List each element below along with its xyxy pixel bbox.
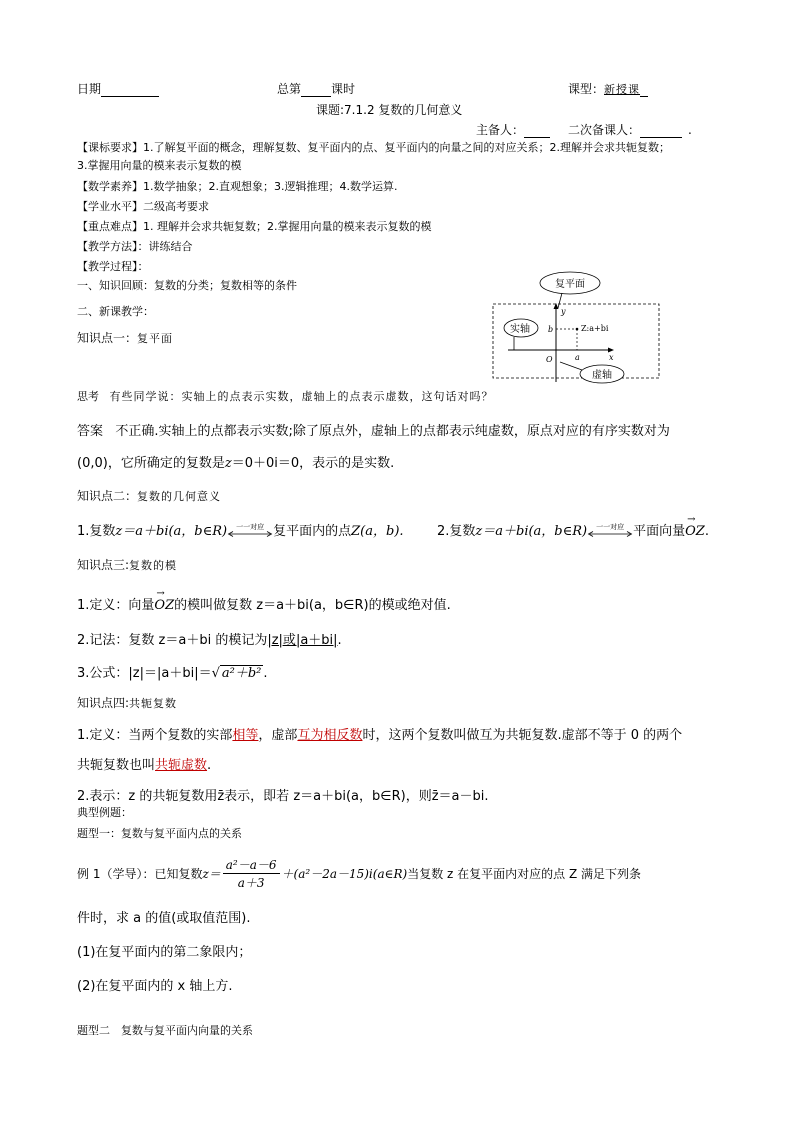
page-title: 课题:7.1.2 复数的几何意义 — [316, 103, 463, 117]
total-period-field — [277, 80, 355, 97]
kp4-definition-line2: 共轭复数也叫共轭虚数. — [77, 758, 212, 773]
kp3-notation: 2.记法：复数 z＝a＋bi 的模记为|z|或|a＋bi|. — [77, 633, 342, 648]
vector-oz: → OZ — [685, 524, 705, 539]
lesson-type-value: 新授课 — [604, 83, 641, 96]
real-axis-label: 实轴 — [510, 324, 530, 335]
date-blank — [101, 84, 159, 97]
fraction: a²－a－6 a＋3 — [223, 856, 280, 891]
kp2-heading: 知识点二：复数的几何意义 — [77, 489, 222, 503]
vector-oz-2: → OZ — [154, 598, 174, 613]
think-label: 思考 — [77, 390, 99, 403]
period-label: 课时 — [331, 82, 356, 96]
examples-label: 典型例题： — [77, 806, 132, 819]
kp3-definition: 1.定义：向量→ OZ的模叫做复数 z＝a＋bi(a，b∈R)的模或绝对值. — [77, 594, 451, 613]
example1-q2: (2)在复平面内的 x 轴上方. — [77, 979, 233, 994]
requirements: 【课标要求】1.了解复平面的概念，理解复数、复平面内的点、复平面内的向量之间的对应关系；2.理解并会求共轭复数； — [77, 141, 670, 154]
example1-line1: 例 1（学导）：已知复数 z＝ a²－a－6 a＋3 ＋(a²－2a－15)i(a∈R) 当复数 z 在复平面内对应的点 Z 满足下列条 — [77, 858, 641, 890]
point-z — [576, 328, 579, 331]
date-label: 日期 — [77, 82, 102, 96]
method: 【教学方法】：讲练结合 — [77, 240, 193, 253]
kp3-heading: 知识点三:复数的模 — [77, 558, 178, 572]
kp3-formula: 3.公式：|z|＝|a＋bi|＝√ a²＋b² . — [77, 666, 268, 681]
date-field — [77, 80, 159, 97]
second-preparer-label: 二次备课人： — [568, 123, 641, 137]
level: 【学业水平】二级高考要求 — [77, 200, 209, 213]
a-label: a — [575, 353, 580, 362]
b-label: b — [548, 325, 554, 334]
kp2-item2: 2.复数z＝a＋bi(a，b∈R) 一一对应 平面向量→ OZ. — [437, 520, 709, 539]
main-preparer-label: 主备人： — [476, 123, 525, 137]
example1-line2: 件时，求 a 的值(或取值范围). — [77, 911, 251, 926]
one-to-one-arrow-2: 一一对应 — [587, 525, 633, 539]
kp4-heading: 知识点四:共轭复数 — [77, 696, 178, 710]
think-text: 有些同学说：实轴上的点表示实数，虚轴上的点表示虚数，这句话对吗？ — [109, 390, 494, 403]
answer-line1: 答案 不正确.实轴上的点都表示实数;除了原点外，虚轴上的点都表示纯虚数，原点对应的有序实数对为 — [77, 424, 670, 439]
lesson-type-field — [568, 80, 648, 97]
literacy: 【数学素养】1.数学抽象；2.直观想象；3.逻辑推理；4.数学运算. — [77, 180, 398, 193]
type1-heading: 题型一：复数与复平面内点的关系 — [77, 827, 242, 840]
kp4-representation: 2.表示：z 的共轭复数用z̄表示，即若 z＝a＋bi(a，b∈R)，则z̄＝a－bi. — [77, 789, 489, 804]
process: 【教学过程】： — [77, 260, 149, 273]
key-points: 【重点难点】1. 理解并会求共轭复数；2.掌握用向量的模来表示复数的模 — [77, 220, 432, 233]
preparers: 主备人： 二次备课人： . — [476, 123, 692, 137]
origin-label: O — [546, 355, 553, 364]
answer-label: 答案 — [77, 424, 104, 439]
kp1-heading: 知识点一：复平面 — [77, 331, 174, 345]
kp4-definition-line1: 1.定义：当两个复数的实部相等，虚部互为相反数时，这两个复数叫做互为共轭复数.虚部不等于 0 的两个 — [77, 728, 683, 743]
type2-heading: 题型二 复数与复平面内向量的关系 — [77, 1024, 253, 1037]
y-label: y — [561, 307, 566, 316]
think — [77, 388, 494, 404]
complex-plane-diagram — [490, 270, 665, 385]
new-lesson: 二、新课教学： — [77, 305, 154, 318]
complex-plane-label: 复平面 — [555, 279, 585, 290]
diagram-frame — [493, 304, 659, 378]
sqrt-sign: √ — [211, 666, 220, 681]
point-label: Z:a+bi — [581, 324, 609, 333]
requirements-line2: 3.掌握用向量的模来表示复数的模 — [77, 159, 242, 172]
one-to-one-arrow: 一一对应 — [227, 525, 273, 539]
total-label: 总第 — [277, 82, 302, 96]
example1-q1: (1)在复平面内的第二象限内； — [77, 945, 252, 960]
total-blank — [301, 84, 331, 97]
lesson-type-label: 课型： — [568, 82, 605, 96]
review: 一、知识回顾：复数的分类；复数相等的条件 — [77, 279, 297, 292]
imag-axis-label: 虚轴 — [592, 370, 612, 381]
answer-line2: (0,0)，它所确定的复数是z＝0＋0i＝0，表示的是实数. — [77, 456, 395, 471]
kp2-item1: 1.复数z＝a＋bi(a，b∈R) 一一对应 复平面内的点Z(a，b). — [77, 522, 404, 539]
x-label: x — [609, 353, 614, 362]
